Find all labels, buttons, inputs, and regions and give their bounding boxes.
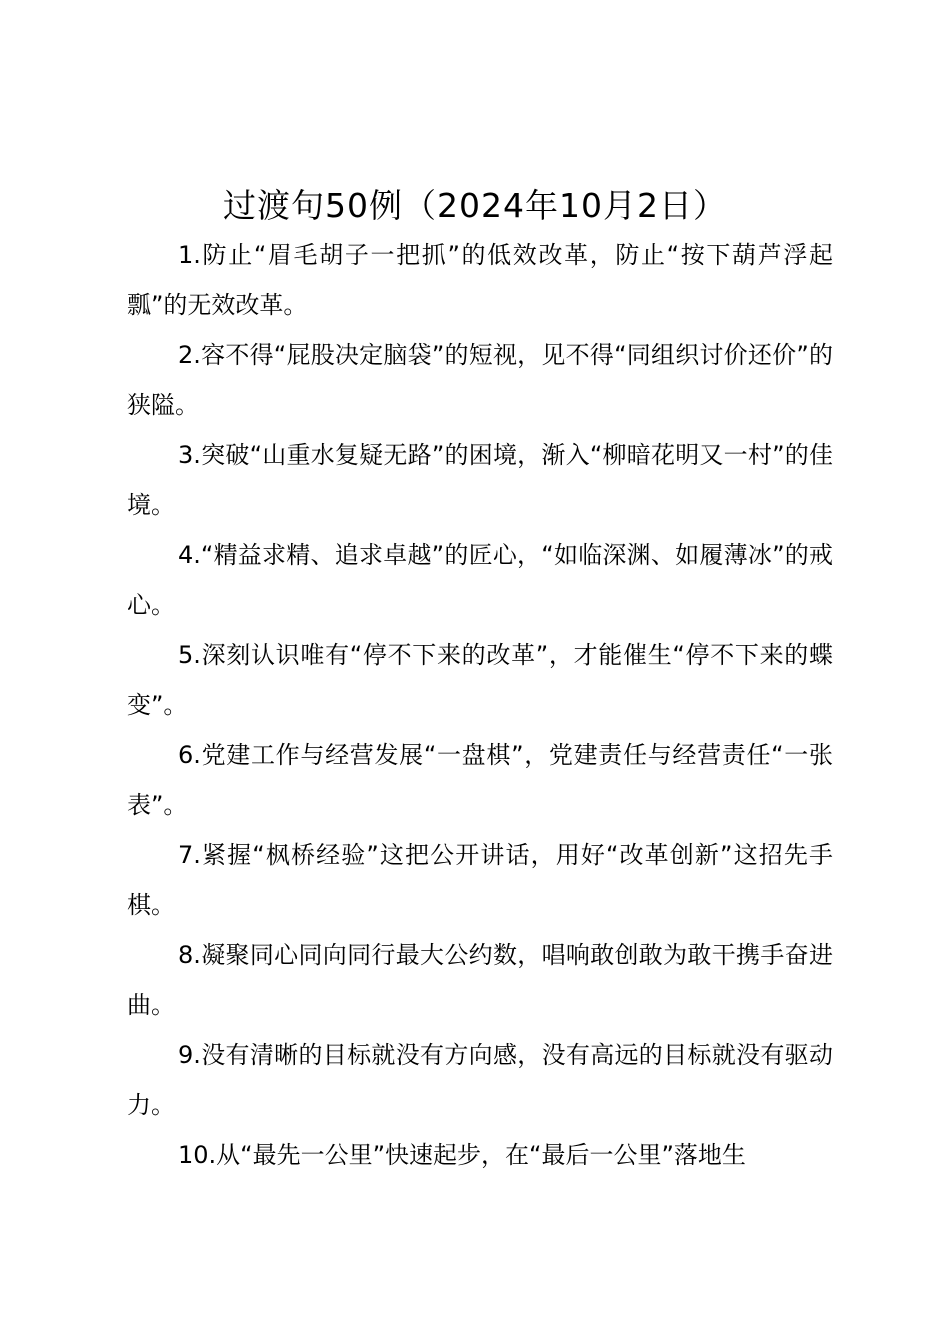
paragraph-2: 2.容不得“屁股决定脑袋”的短视，见不得“同组织讨价还价”的狭隘。 [127, 341, 833, 419]
document-title: 过渡句50例（2024年10月2日） [223, 186, 727, 225]
paragraph-5: 5.深刻认识唯有“停不下来的改革”，才能催生“停不下来的蝶变”。 [127, 641, 833, 719]
paragraph-7: 7.紧握“枫桥经验”这把公开讲话，用好“改革创新”这招先手棋。 [127, 841, 833, 919]
paragraph-8: 8.凝聚同心同向同行最大公约数，唱响敢创敢为敢干携手奋进曲。 [127, 941, 833, 1019]
paragraph-9: 9.没有清晰的目标就没有方向感，没有高远的目标就没有驱动力。 [127, 1041, 833, 1119]
paragraph-3: 3.突破“山重水复疑无路”的困境，渐入“柳暗花明又一村”的佳境。 [127, 441, 833, 519]
paragraph-10: 10.从“最先一公里”快速起步，在“最后一公里”落地生 [178, 1141, 746, 1169]
paragraph-6: 6.党建工作与经营发展“一盘棋”，党建责任与经营责任“一张表”。 [127, 741, 833, 819]
paragraph-4: 4.“精益求精、追求卓越”的匠心，“如临深渊、如履薄冰”的戒心。 [127, 541, 833, 619]
document-body [127, 230, 833, 1180]
paragraph-1: 1.防止“眉毛胡子一把抓”的低效改革，防止“按下葫芦浮起瓢”的无效改革。 [127, 241, 833, 319]
